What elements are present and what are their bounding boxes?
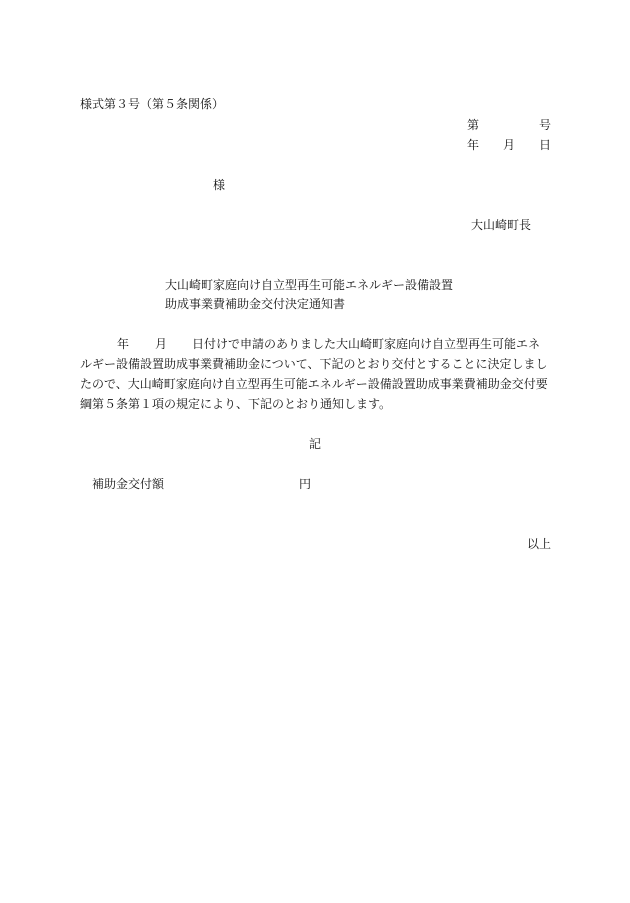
document-number-suffix: 号 <box>539 118 552 132</box>
body-month-label: 月 <box>155 337 168 351</box>
issuer-name: 大山崎町長 <box>471 218 532 232</box>
note-label: 記 <box>309 437 322 451</box>
body-line-3 <box>80 378 550 390</box>
body-line4-text: 綱第５条第１項の規定により、下記のとおり通知します。 <box>80 397 392 411</box>
body-line1-text: 日付けで申請のありました大山崎町家庭向け自立型再生可能エネ <box>192 337 541 351</box>
document-title-line2: 助成事業費補助金交付決定通知書 <box>165 297 346 311</box>
date-month-label: 月 <box>503 138 516 152</box>
closing-mark: 以上 <box>527 537 552 551</box>
form-label: 様式第３号（第５条関係） <box>80 97 225 111</box>
date-day-label: 日 <box>539 138 552 152</box>
body-line-4 <box>80 398 550 410</box>
document-title-line1: 大山崎町家庭向け自立型再生可能エネルギー設備設置 <box>165 278 454 292</box>
body-year-label: 年 <box>117 337 130 351</box>
date-year-label: 年 <box>467 138 480 152</box>
recipient-honorific: 様 <box>213 178 226 192</box>
document-number-prefix: 第 <box>467 118 480 132</box>
body-line-1 <box>80 338 550 350</box>
body-line3-text: たので、大山崎町家庭向け自立型再生可能エネルギー設備設置助成事業費補助金交付要 <box>80 377 548 391</box>
amount-unit: 円 <box>299 477 312 491</box>
body-line-2 <box>80 358 550 370</box>
body-line2-text: ルギー設備設置助成事業費補助金について、下記のとおり交付とすることに決定しまし <box>80 357 548 371</box>
amount-label: 補助金交付額 <box>92 477 165 491</box>
